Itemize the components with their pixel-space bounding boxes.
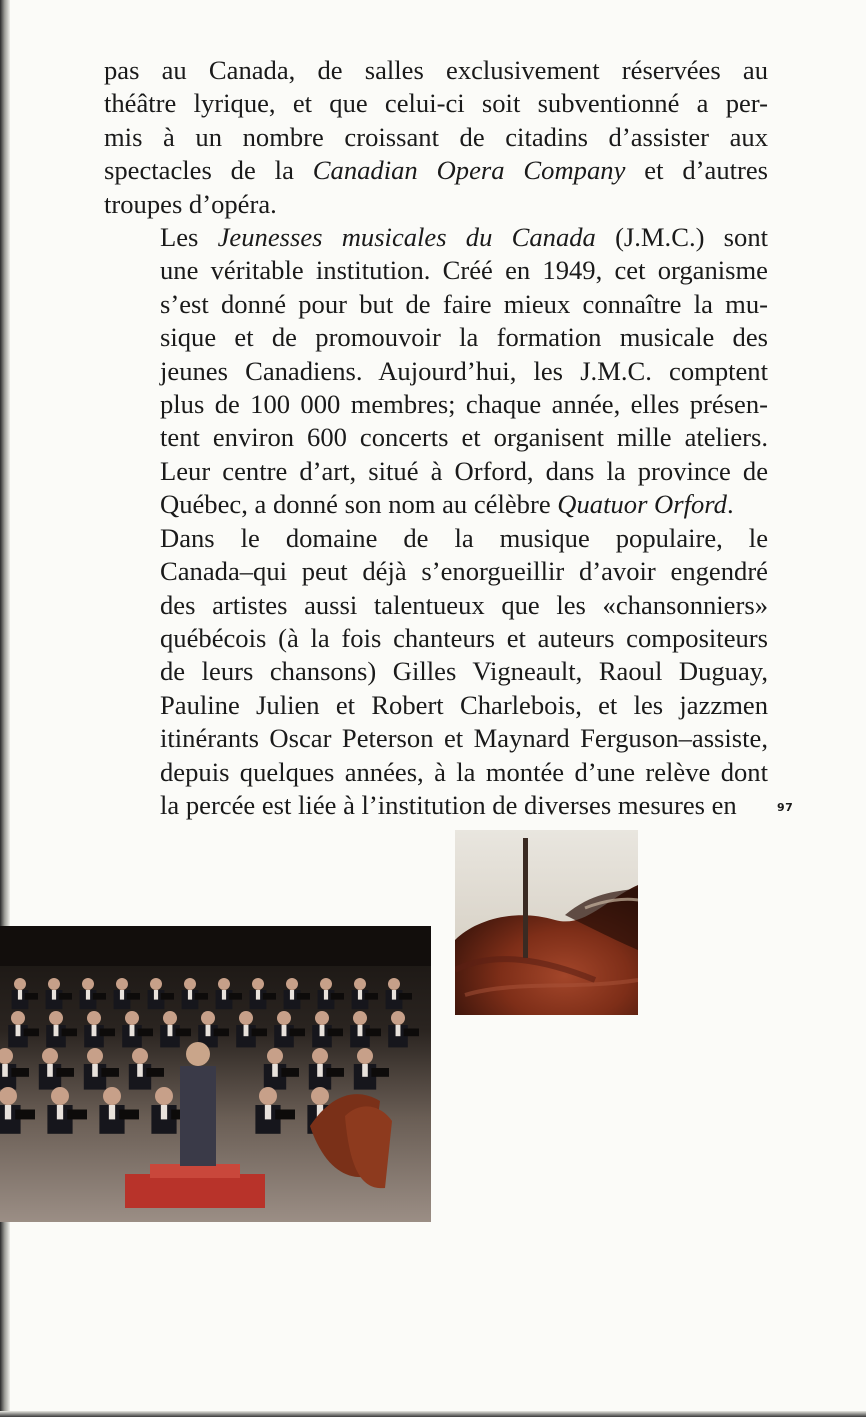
text-run: Dans le domaine de la musique populaire, le — [160, 522, 768, 553]
text-run: itinérants Oscar Peterson et Maynard Ferguson–assiste, — [160, 723, 768, 754]
text-line — [104, 622, 768, 655]
text-run: s’est donné pour but de faire mieux connaître la mu- — [160, 288, 768, 319]
text-line — [104, 589, 768, 622]
text-line — [104, 121, 768, 154]
text-run: (J.M.C.) sont — [595, 222, 769, 253]
text-run: sique et de promouvoir la formation musicale des — [160, 322, 768, 353]
text-run: troupes d’opéra. — [104, 188, 277, 219]
text-line — [104, 288, 768, 321]
violin-closeup-photo — [455, 830, 638, 1015]
text-line — [104, 355, 768, 388]
italic-title: Jeunesses musicales du Canada — [217, 222, 596, 253]
italic-title: Quatuor Orford — [557, 489, 727, 520]
text-line — [104, 388, 768, 421]
text-line — [104, 421, 768, 454]
text-line — [104, 221, 768, 254]
text-run: depuis quelques années, à la montée d’une relève dont — [160, 756, 768, 787]
text-line — [104, 789, 768, 822]
text-line — [104, 555, 768, 588]
text-run: une véritable institution. Créé en 1949, cet organisme — [160, 255, 768, 286]
text-line — [104, 254, 768, 287]
text-line — [104, 188, 768, 221]
body-text — [104, 54, 768, 822]
page-bottom-edge — [0, 1411, 866, 1417]
text-line — [104, 722, 768, 755]
text-run: théâtre lyrique, et que celui-ci soit subventionné a per- — [104, 88, 768, 119]
text-line — [104, 756, 768, 789]
text-line — [104, 488, 768, 521]
text-run: tent environ 600 concerts et organisent mille ateliers. — [160, 422, 768, 453]
text-run: la percée est liée à l’institution de diverses mesures en — [160, 789, 737, 820]
text-run: mis à un nombre croissant de citadins d’assister aux — [104, 121, 768, 152]
paragraph — [104, 522, 768, 823]
text-line — [104, 87, 768, 120]
text-run: Pauline Julien et Robert Charlebois, et les jazzmen — [160, 689, 768, 720]
text-line — [104, 154, 768, 187]
italic-title: Canadian Opera Company — [312, 155, 626, 186]
text-run: Leur centre d’art, situé à Orford, dans la province de — [160, 455, 768, 486]
text-run: de leurs chansons) Gilles Vigneault, Raoul Duguay, — [160, 656, 768, 687]
text-run: Québec, a donné son nom au célèbre — [160, 489, 558, 520]
text-line — [104, 655, 768, 688]
text-run: québécois (à la fois chanteurs et auteurs compositeurs — [160, 622, 768, 653]
text-run: . — [726, 489, 734, 520]
text-run: plus de 100 000 membres; chaque année, elles présen- — [160, 389, 768, 420]
text-line — [104, 54, 768, 87]
text-run: et d’autres — [625, 155, 769, 186]
text-run: spectacles de la — [104, 155, 313, 186]
text-line — [104, 321, 768, 354]
text-line — [104, 689, 768, 722]
text-run: Les — [160, 222, 218, 253]
paragraph — [104, 221, 768, 522]
text-run: jeunes Canadiens. Aujourd’hui, les J.M.C. comptent — [160, 355, 768, 386]
text-line — [104, 522, 768, 555]
orchestra-on-stage-photo — [0, 926, 431, 1222]
paragraph — [104, 54, 768, 221]
text-run: des artistes aussi talentueux que les «chansonniers» — [160, 589, 768, 620]
text-run: Canada–qui peut déjà s’enorgueillir d’avoir engendré — [160, 556, 768, 587]
page-number: 97 — [777, 801, 794, 814]
text-run: pas au Canada, de salles exclusivement réservées au — [104, 55, 768, 85]
text-line — [104, 455, 768, 488]
